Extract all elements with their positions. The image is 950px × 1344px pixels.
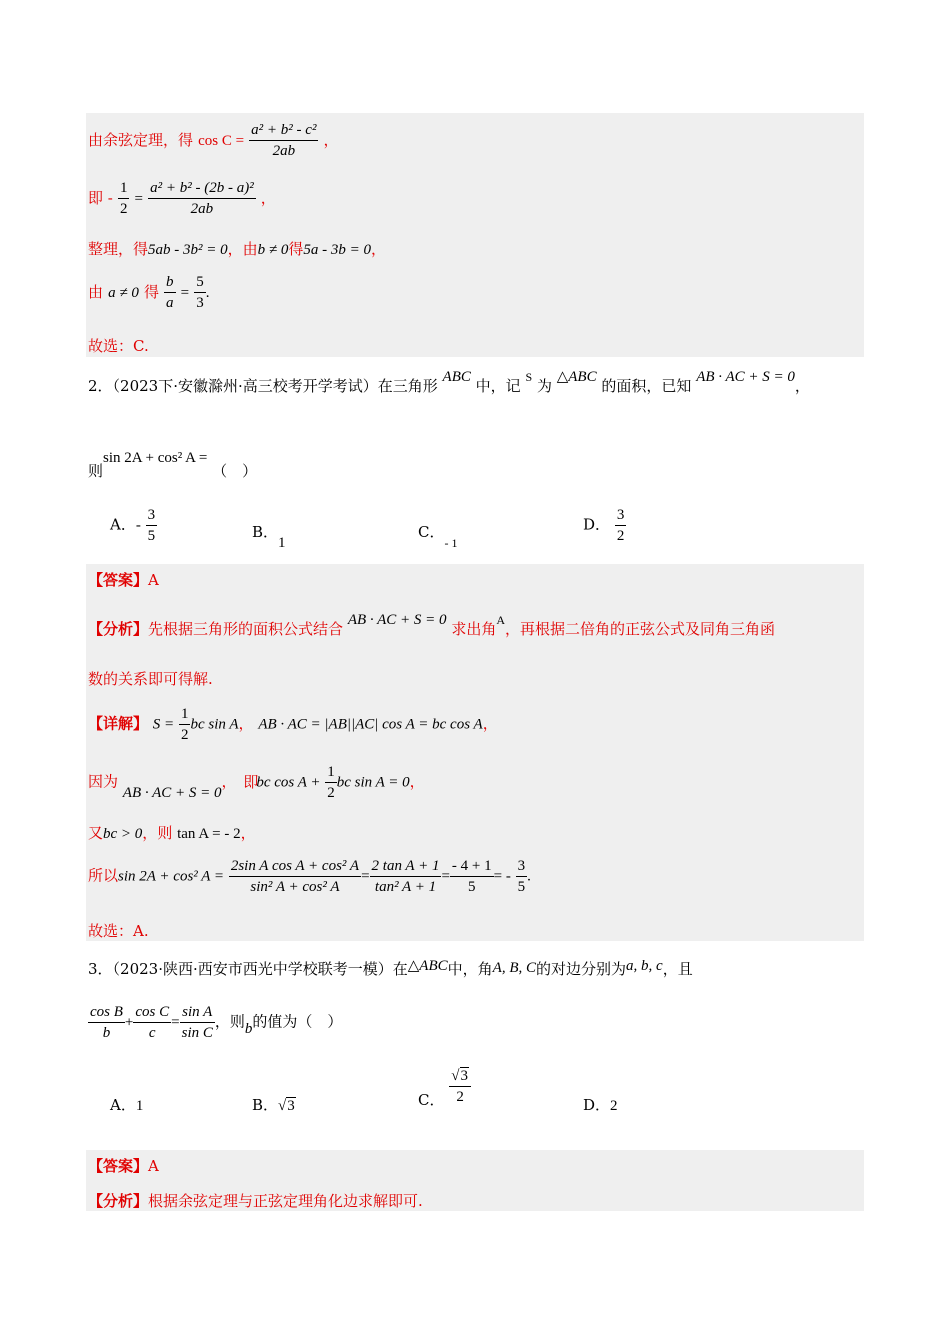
q2-option-b[interactable]: B．1 — [252, 523, 286, 551]
q2-detail-line2: 因为 AB · AC + S = 0， 即bc cos A + $\frac{1}{2}$ bc sin A = 0， — [88, 764, 425, 801]
q2-analysis-line2: 数的关系即可得解. — [88, 670, 213, 688]
q3-stem: 3．（2023·陕西·西安市西光中学校联考一模）在△ABC中，角A, B, C的对边分别为a, b, c，且 — [88, 958, 693, 978]
prev-line-4: 由 a ≠ 0 得 $\frac{b}{a}$ = $\frac{5}{3}$ . — [88, 274, 210, 311]
q2-option-d[interactable]: D． $\frac{3}{2}$ — [583, 507, 625, 544]
q3-option-b[interactable]: B．√3 — [252, 1096, 295, 1114]
q2-detail-line3: 又bc > 0，则 tan A = - 2， — [88, 824, 256, 842]
q3-analysis: 【分析】根据余弦定理与正弦定理角化边求解即可. — [88, 1192, 423, 1210]
q3-answer: 【答案】A — [88, 1157, 159, 1175]
q3-option-d[interactable]: D．2 — [583, 1096, 618, 1114]
q2-stem: 2．（2023下·安徽滁州·高三校考开学考试）在三角形 ABC 中，记 $^S$ 为 △ABC 的面积，已知 AB · AC + S = 0， — [88, 369, 810, 395]
q2-stem-line2: 则sin 2A + cos² A = （ ） — [88, 450, 258, 480]
q2-detail-line4: 所以sin 2A + cos² A = $\frac{\text{2sin A cos A + cos² A}}{\text{sin² A + cos² A}}$ = $\frac{\text{2 tan A + 1}}{\text{tan² A + 1}}$ = $\frac{- 4 + 1}{5}$ = - $\frac{3}{5}$ . — [88, 858, 531, 895]
q2-choose: 故选：A. — [88, 922, 149, 940]
q2-option-c[interactable]: C．$_{- 1}$ — [418, 523, 458, 550]
prev-line-3: 整理，得5ab - 3b² = 0，由b ≠ 0得5a - 3b = 0， — [88, 240, 387, 258]
q2-option-a[interactable]: A．- $\frac{3}{5}$ — [110, 507, 156, 544]
q3-equation: $\frac{\text{cos B}}{b}$ + $\frac{\text{cos C}}{c}$ = $\frac{\text{sin A}}{\text{sin C}}$ ，则b的值为（ ） — [90, 1004, 343, 1041]
prev-line-1: 由余弦定理，得 cos C = $\frac{\text{a² + b² - c²}}{2ab}$ ， — [88, 122, 339, 159]
q3-option-c[interactable]: C． $\frac{√3}{2}$ — [418, 1066, 471, 1107]
prev-line-2: 即 - $\frac{1}{2}$ = $\frac{\text{a² + b² - (2b - a)²}}{2ab}$ ， — [88, 180, 276, 217]
prev-choose: 故选：C. — [88, 337, 149, 355]
q2-analysis-line1: 【分析】先根据三角形的面积公式结合 AB · AC + S = 0 求出角$^A$，再根据二倍角的正弦公式及同角三角函 — [88, 612, 776, 638]
q3-option-a[interactable]: A．1 — [110, 1096, 144, 1114]
q2-detail-line1: 【详解】 S = $\frac{1}{2}$ bc sin A， AB · AC = |AB||AC| cos A = bc cos A， — [88, 706, 498, 743]
q2-answer: 【答案】A — [88, 571, 159, 589]
